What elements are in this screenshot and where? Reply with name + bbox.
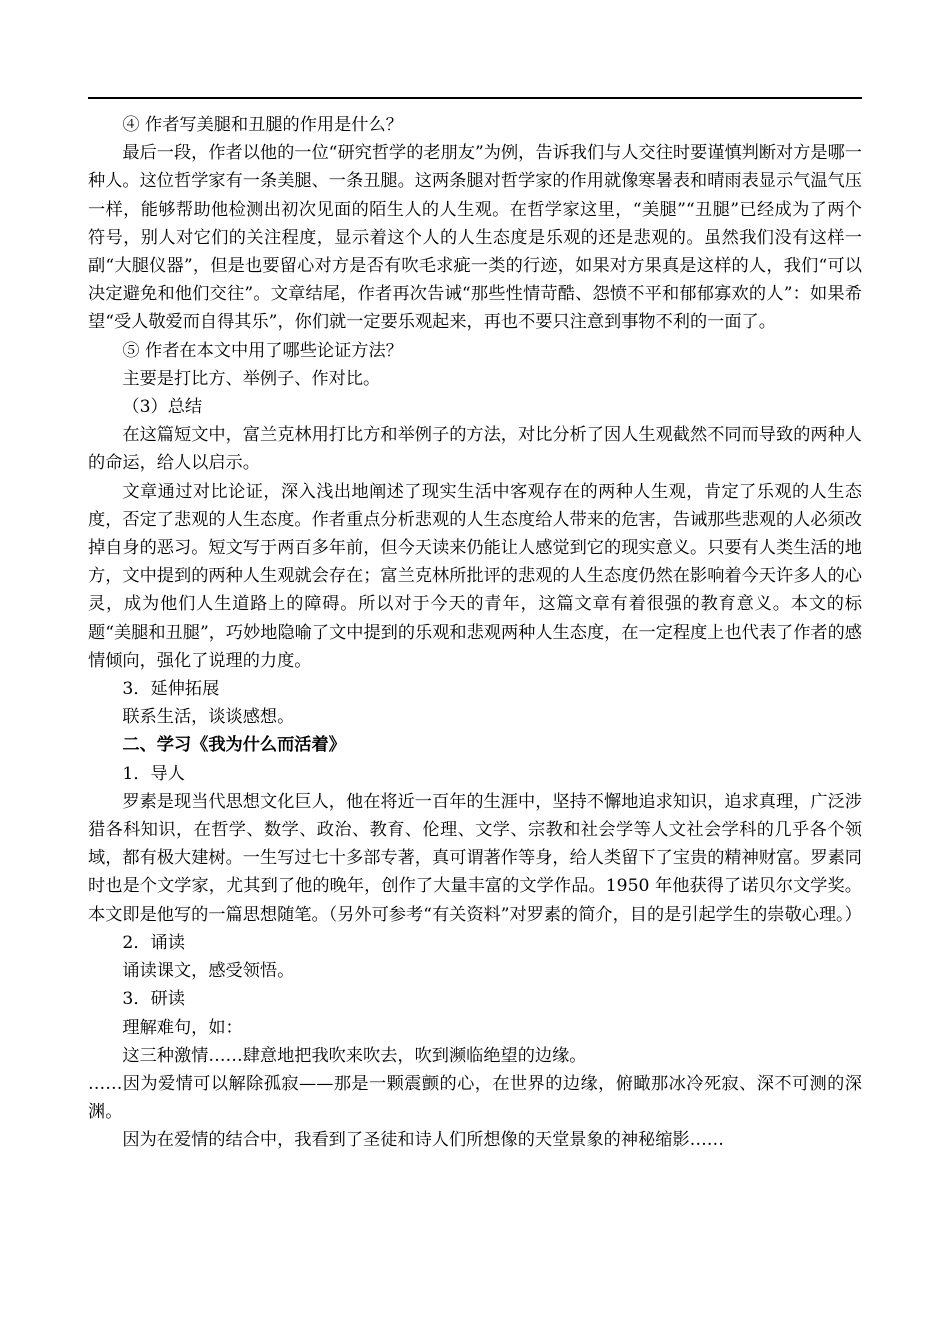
header-rule — [88, 97, 862, 99]
section-heading: （3）总结 — [122, 397, 203, 418]
body-paragraph: 在这篇短文中，富兰克林用打比方和举例子的方法，对比分析了因人生观截然不同而导致的两种人的命运，给人以启示。 — [88, 425, 862, 474]
section-heading: 1．导人 — [122, 763, 185, 784]
part-heading: 二、学习《我为什么而活着》 — [122, 735, 346, 756]
body-paragraph: 文章通过对比论证，深入浅出地阐述了现实生活中客观存在的两种人生观，肯定了乐观的人生态度，否定了悲观的人生态度。作者重点分析悲观的人生态度给人带来的危害，告诫那些悲观的人必须改掉自身的恶习。短文写于两百多年前，但今天读来仍能让人感觉到它的现实意义。只要有人类生活的地方，文中提到的两种人生观就会存在；富兰克林所批评的悲观的人生态度仍然在影响着今天许多人的心灵，成为他们人生道路上的障碍。所以对于今天的青年，这篇文章有着很强的教育意义。本文的标题“美腿和丑腿”，巧妙地隐喻了文中提到的乐观和悲观两种人生态度，在一定程度上也代表了作者的感情倾向，强化了说理的力度。 — [88, 481, 862, 671]
document-body — [88, 111, 862, 1155]
quote-paragraph: ……因为爱情可以解除孤寂——那是一颗震颤的心，在世界的边缘，俯瞰那冰冷死寂、深不可测的深渊。 — [88, 1073, 862, 1123]
quote-paragraph: 因为在爱情的结合中，我看到了圣徒和诗人们所想像的天堂景象的神秘缩影…… — [122, 1130, 724, 1151]
section-heading: 3．延伸拓展 — [122, 679, 220, 700]
body-paragraph: 理解难句，如： — [122, 1017, 243, 1038]
body-paragraph: 主要是打比方、举例子、作对比。 — [122, 368, 381, 389]
section-heading: 2．诵读 — [122, 932, 185, 953]
body-paragraph: 罗素是现当代思想文化巨人，他在将近一百年的生涯中，坚持不懈地追求知识，追求真理，广泛涉猎各科知识，在哲学、数学、政治、教育、伦理、文学、宗教和社会学等人文社会学科的几乎各个领域，都有极大建树。一生写过七十多部专著，真可谓著作等身，给人类留下了宝贵的精神财富。罗素同时也是个文学家，尤其到了他的晚年，创作了大量丰富的文学作品。1950 年他获得了诺贝尔文学奖。本文即是他写的一篇思想随笔。（另外可参考“有关资料”对罗素的简介，目的是引起学生的崇敬心理。） — [88, 791, 862, 925]
question-5: ⑤ 作者在本文中用了哪些论证方法？ — [122, 340, 403, 361]
question-4: ④ 作者写美腿和丑腿的作用是什么？ — [122, 115, 403, 135]
body-paragraph: 诵读课文，感受领悟。 — [122, 961, 295, 982]
section-heading: 3．研读 — [122, 989, 185, 1010]
quote-paragraph: 这三种激情……肆意地把我吹来吹去，吹到濒临绝望的边缘。 — [122, 1045, 587, 1066]
body-paragraph: 最后一段，作者以他的一位“研究哲学的老朋友”为例，告诉我们与人交往时要谨慎判断对方是哪一种人。这位哲学家有一条美腿、一条丑腿。这两条腿对哲学家的作用就像寒暑表和晴雨表显示气温气压一样，能够帮助他检测出初次见面的陌生人的人生观。在哲学家这里，“美腿”“丑腿”已经成为了两个符号，别人对它们的关注程度，显示着这个人的人生态度是乐观的还是悲观的。虽然我们没有这样一副“大腿仪器”，但是也要留心对方是否有吹毛求疵一类的行迹，如果对方果真是这样的人，我们“可以决定避免和他们交往”。文章结尾，作者再次告诫“那些性情苛酷、怨愤不平和郁郁寡欢的人”：如果希望“受人敬爱而自得其乐”，你们就一定要乐观起来，再也不要只注意到事物不利的一面了。 — [88, 143, 862, 333]
body-paragraph: 联系生活，谈谈感想。 — [122, 707, 295, 728]
